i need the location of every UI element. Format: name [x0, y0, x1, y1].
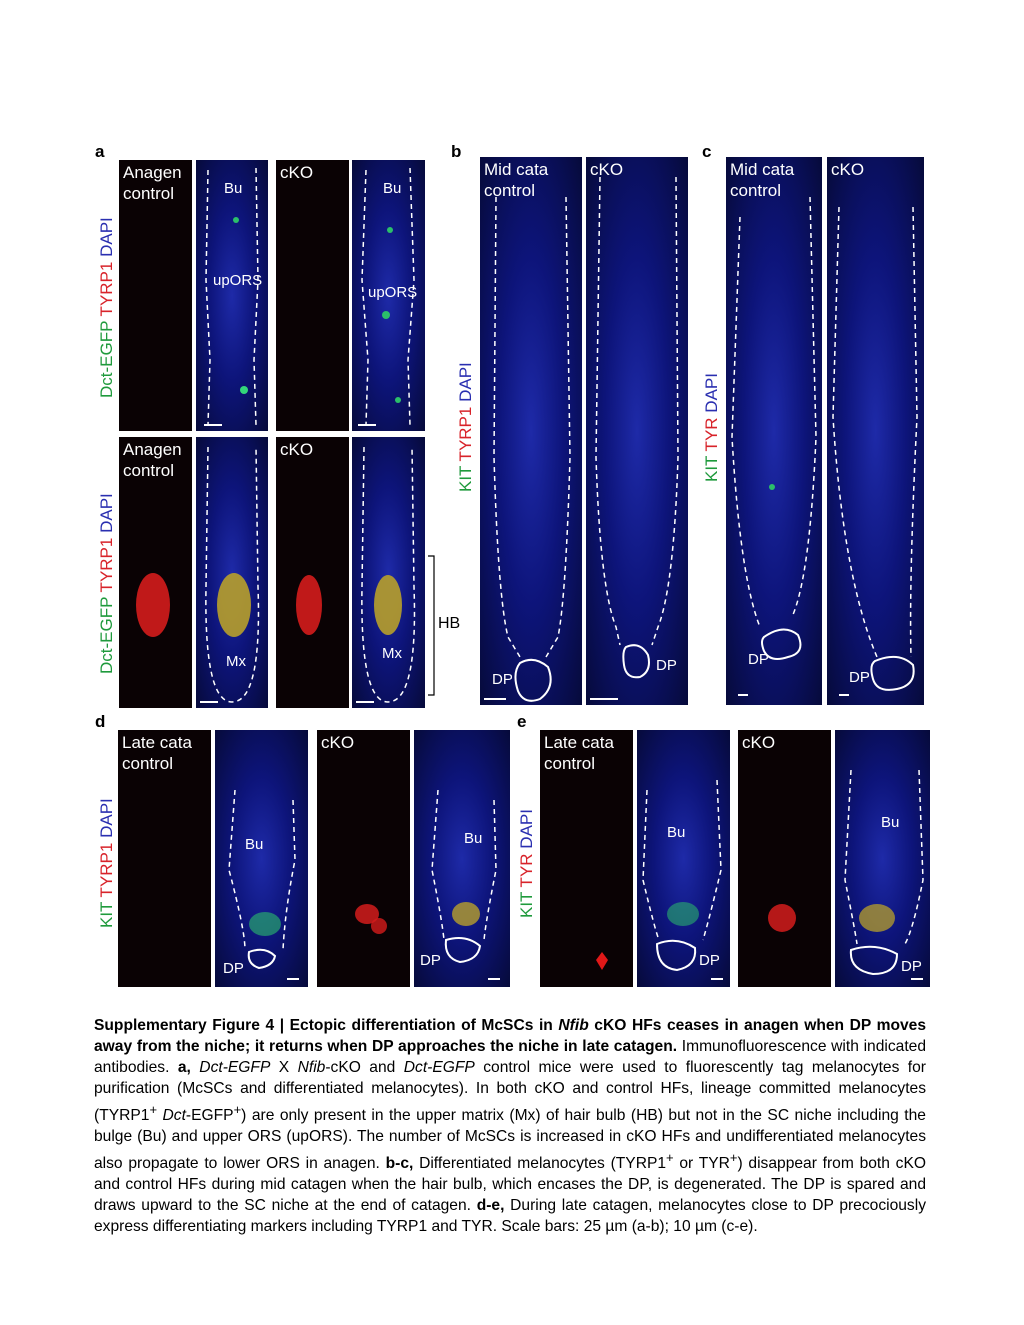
image-label: cKO: [321, 733, 355, 752]
micrograph-a-top-cko-merge: [352, 160, 425, 431]
micrograph-b-cko: [586, 157, 688, 705]
side-label-e: KIT TYR DAPI: [517, 809, 536, 918]
label-bu: Bu: [464, 830, 483, 847]
panel-letter-a: a: [95, 142, 105, 161]
micrograph-a-top-control-red: [119, 160, 192, 431]
side-label-b: KIT TYRP1 DAPI: [456, 362, 475, 492]
image-label: Mid cata control: [730, 160, 795, 200]
image-label: Anagen control: [123, 163, 182, 203]
panel-letter-d: d: [95, 712, 106, 731]
scale-bar: [358, 424, 376, 426]
micrograph-c-cko: [827, 157, 924, 705]
micrograph-a-bottom-cko-merge: [352, 437, 425, 708]
image-label: Late cata control: [122, 733, 192, 773]
micrograph-b-control: [480, 157, 582, 705]
label-dp: DP: [901, 958, 922, 975]
panel-letter-c: c: [702, 142, 712, 161]
label-dp: DP: [420, 952, 441, 969]
figure-caption: Supplementary Figure 4 | Ectopic differentiation of McSCs in Nfib cKO HFs ceases in anagen when DP moves away from the niche; it returns when DP approaches the niche in late catagen. Immunofluorescence with indicated antibodies. a, Dct-EGFP X Nfib-cKO and Dct-EGFP control mice were used to fluorescently tag melanocytes for purification (McSCs and differentiated melanocytes). In both cKO and control HFs, lineage committed melanocytes (TYRP1+ Dct-EGFP+) are only present in the upper matrix (Mx) of hair bulb (HB) but not in the SC niche including the bulge (Bu) and upper ORS (upORS). The number of McSCs is increased in cKO HFs and undifferentiated melanocytes also propagate to lower ORS in anagen. b-c, Differentiated melanocytes (TYRP1+ or TYR+) disappear from both cKO and control HFs during mid catagen when the hair bulb, which encases the DP, is degenerated. The DP is spared and draws upward to the SC niche at the end of catagen. d-e, During late catagen, melanocytes close to DP precociously express differentiating markers including TYRP1 and TYR. Scale bars: 25 µm (a-b); 10 µm (c-e).: [94, 1017, 926, 1236]
image-label: cKO: [280, 163, 314, 182]
image-label: Anagen control: [123, 440, 182, 480]
image-label: cKO: [590, 160, 624, 179]
side-label-c: KIT TYR DAPI: [702, 373, 721, 482]
micrograph-d-cko-merge: [414, 730, 510, 987]
label-dp: DP: [699, 952, 720, 969]
side-label-a-top: Dct-EGFP TYRP1 DAPI: [97, 217, 116, 398]
scale-bar: [911, 978, 923, 980]
micrograph-a-top-cko-red: [276, 160, 349, 431]
scale-bar: [287, 978, 299, 980]
micrograph-c-control: [726, 157, 822, 705]
scale-bar: [839, 694, 849, 696]
panel-letter-e: e: [517, 712, 527, 731]
label-dp: DP: [849, 669, 870, 686]
scale-bar: [488, 978, 500, 980]
micrograph-e-control-merge: [637, 730, 730, 987]
micrograph-a-bottom-cko-red: [276, 437, 349, 708]
micrograph-a-bottom-control-merge: [196, 437, 268, 708]
label-mx: Mx: [382, 645, 402, 662]
side-label-d: KIT TYRP1 DAPI: [97, 798, 116, 928]
side-label-a-bottom: Dct-EGFP TYRP1 DAPI: [97, 493, 116, 674]
scale-bar: [356, 701, 374, 703]
micrograph-d-control-red: [118, 730, 211, 987]
scale-bar: [590, 698, 618, 700]
label-bu: Bu: [667, 824, 686, 841]
micrograph-d-control-merge: [215, 730, 308, 987]
image-label: cKO: [280, 440, 314, 459]
scale-bar: [711, 978, 723, 980]
label-hb: HB: [438, 615, 461, 632]
panel-letter-b: b: [451, 142, 462, 161]
label-upors: upORS: [213, 272, 263, 289]
caption-title: Supplementary Figure 4 | Ectopic differentiation of McSCs in Nfib cKO HFs ceases in anagen when DP moves away from the niche; it returns when DP approaches the niche in late catagen.: [94, 1017, 926, 1055]
micrograph-d-cko-red: [317, 730, 410, 987]
scale-bar: [738, 694, 748, 696]
label-bu: Bu: [383, 180, 402, 197]
scale-bar: [204, 424, 222, 426]
label-upors: upORS: [368, 284, 418, 301]
label-dp: DP: [656, 657, 677, 674]
label-mx: Mx: [226, 653, 246, 670]
image-label: Late cata control: [544, 733, 614, 773]
micrograph-a-bottom-control-red: [119, 437, 192, 708]
scale-bar: [484, 698, 506, 700]
scale-bar: [200, 701, 218, 703]
image-label: cKO: [742, 733, 776, 752]
label-dp: DP: [748, 651, 769, 668]
micrograph-e-cko-merge: [835, 730, 930, 987]
micrograph-e-control-red: [540, 730, 633, 987]
label-bu: Bu: [224, 180, 243, 197]
label-dp: DP: [492, 671, 513, 688]
label-bu: Bu: [881, 814, 900, 831]
micrograph-a-top-control-merge: [196, 160, 268, 431]
label-dp: DP: [223, 960, 244, 977]
image-label: Mid cata control: [484, 160, 549, 200]
image-label: cKO: [831, 160, 865, 179]
label-bu: Bu: [245, 836, 264, 853]
micrograph-e-cko-red: [738, 730, 831, 987]
